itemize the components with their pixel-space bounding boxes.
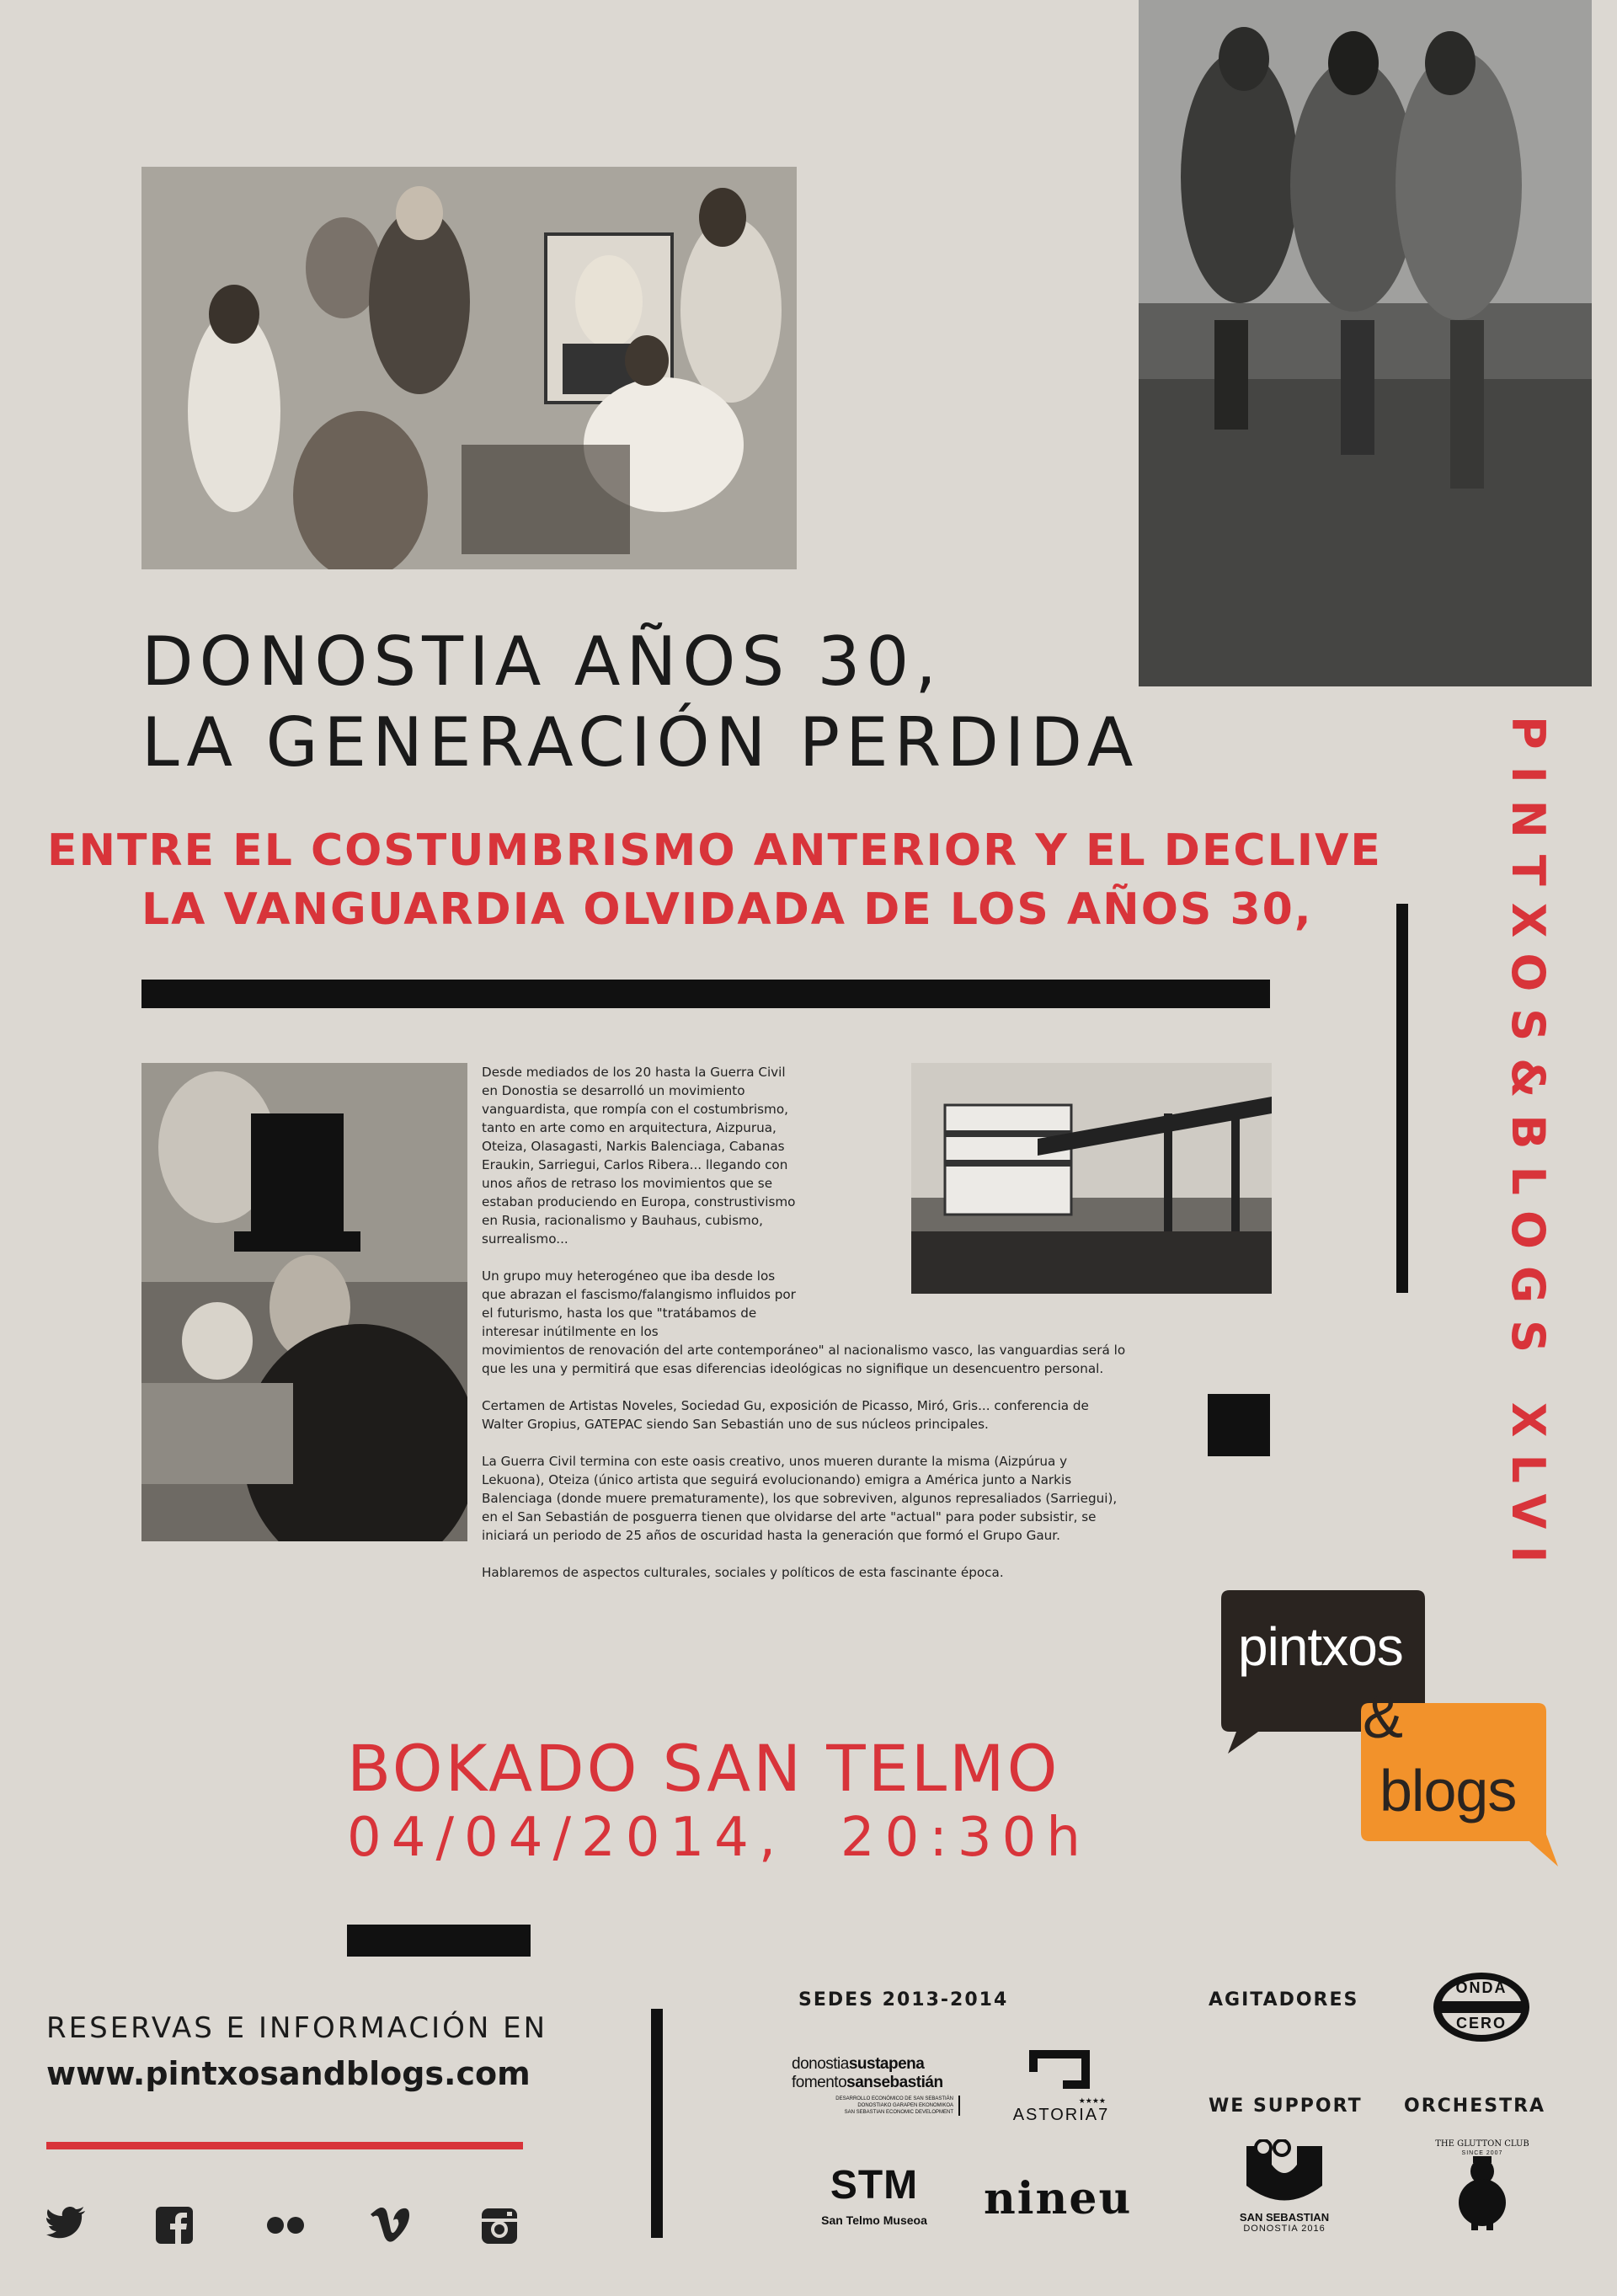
photo-top-hat-skull	[141, 1063, 467, 1541]
twitter-icon[interactable]	[46, 2207, 87, 2249]
vertical-series-title: PINTXOS&BLOGS XLVI	[1502, 716, 1555, 1580]
san-sebastian-2016-logo	[1221, 2139, 1348, 2234]
footer-vertical-divider	[651, 2009, 663, 2238]
event-venue: BOKADO SAN TELMO	[347, 1731, 1060, 1806]
ss2016-line-2: DONOSTIA 2016	[1243, 2224, 1326, 2234]
title-line-1: DONOSTIA AÑOS 30,	[141, 622, 942, 701]
square-block	[1208, 1394, 1270, 1456]
glutton-line-2: SINCE 2007	[1461, 2150, 1503, 2156]
donostia-small-2: DONOSTIAKO GARAPEN EKONOMIKOA	[857, 2103, 953, 2108]
stm-mark: STM	[830, 2163, 919, 2208]
event-datetime: 04/04/2014, 20:30h	[347, 1807, 1091, 1869]
fomento-word-b: sansebastián	[846, 2074, 943, 2091]
subtitle	[47, 821, 1382, 939]
footer-red-line	[46, 2142, 523, 2149]
paragraph-2a: Un grupo muy heterogéneo que iba desde los que abrazan el fascismo/falangismo influidos por el futurismo, hasta los que "tratábamos de interesar inútilmente en los	[482, 1268, 796, 1339]
subtitle-line-2: LA VANGUARDIA OLVIDADA DE LOS AÑOS 30,	[141, 884, 1313, 935]
pintxos-blogs-logo	[1221, 1590, 1558, 1877]
agitadores-label: AGITADORES	[1209, 1989, 1359, 2010]
glutton-club-logo	[1423, 2139, 1541, 2235]
website-link[interactable]: www.pintxosandblogs.com	[46, 2055, 531, 2092]
glutton-line-1: THE GLUTTON CLUB	[1435, 2139, 1529, 2149]
paragraph-2b: movimientos de renovación del arte contemporáneo" al nacionalismo vasco, las vanguardias será lo que les una y permitirá que esas diferencias ideológicas no signifique un desencuentro personal.	[482, 1343, 1126, 1376]
flickr-icon[interactable]	[264, 2207, 307, 2252]
page-title	[141, 622, 1139, 783]
ss2016-line-1: SAN SEBASTIAN	[1239, 2211, 1330, 2224]
paragraph-2-wrapper	[482, 1267, 1130, 1378]
photo-men-jumping	[1139, 0, 1592, 686]
stm-sub: San Telmo Museoa	[821, 2213, 927, 2227]
stm-logo	[807, 2165, 942, 2227]
astoria-stars: ★★★★	[1078, 2096, 1106, 2105]
glutton-figure-icon	[1453, 2156, 1512, 2230]
astoria-name: ASTORIA7	[1012, 2106, 1110, 2124]
facebook-icon[interactable]	[156, 2207, 193, 2252]
instagram-icon[interactable]	[480, 2207, 519, 2254]
nineu-logo: nineu	[984, 2173, 1133, 2224]
donostia-small-1: DESARROLLO ECONÓMICO DE SAN SEBASTIÁN	[835, 2096, 953, 2101]
paragraph-3: Certamen de Artistas Noveles, Sociedad Gu, exposición de Picasso, Miró, Gris... conferencia de Walter Gropius, GATEPAC siendo San Sebastián uno de sus núcleos principales.	[482, 1398, 1089, 1432]
horizontal-divider	[141, 980, 1270, 1008]
astoria7-icon	[1026, 2047, 1097, 2092]
donostia-word-a: donostia	[792, 2055, 849, 2073]
donostia-small-3: SAN SEBASTIAN ECONOMIC DEVELOPMENT	[844, 2110, 953, 2115]
short-bar	[347, 1925, 531, 1957]
paragraph-4: La Guerra Civil termina con este oasis creativo, unos mueren durante la misma (Aizpúrua y Lekuona), Oteiza (único artista que seguirá evolucionando) emigra a América junto a Narkis Balenciaga (donde muere prematuramente), los que sobreviven, algunos represaliados (Sarriegui), en el San Sebastián de posguerra tienen que olvidarse del arte "actual" para poder subsistir, se iniciará un periodo de 25 años de oscuridad hasta la generación que formó el Grupo Gaur.	[482, 1454, 1118, 1543]
vimeo-icon[interactable]	[371, 2207, 411, 2252]
sedes-label: SEDES 2013-2014	[798, 1989, 1009, 2010]
vertical-divider-right	[1396, 904, 1408, 1293]
reservas-label: RESERVAS E INFORMACIÓN EN	[46, 2011, 548, 2045]
onda-cero-logo	[1432, 1971, 1531, 2043]
logo-word-blogs: blogs	[1380, 1758, 1517, 1823]
astoria7-logo	[998, 2047, 1124, 2125]
paragraph-1: Desde mediados de los 20 hasta la Guerra Civil en Donostia se desarrolló un movimiento vanguardista, que rompía con el costumbrismo, tanto en arte como en arquitectura, Aizpurua, Oteiza, Olasagasti, Narkis Balenciaga, Cabanas Eraukin, Sarriegui, Carlos Ribera... llegando con unos años de retraso los movimientos que se estaban produciendo en Europa, construstivismo en Rusia, racionalismo y Bauhaus, cubismo, surrealismo...	[482, 1065, 796, 1247]
orchestra-label: ORCHESTRA	[1404, 2096, 1546, 2117]
donostia-word-b: sustapena	[848, 2055, 925, 2073]
logo-ampersand: &	[1363, 1684, 1404, 1751]
ss2016-icon	[1238, 2139, 1331, 2207]
cero-word: CERO	[1455, 2015, 1507, 2032]
we-support-label: WE SUPPORT	[1209, 2096, 1363, 2117]
photo-artists-studio	[141, 167, 797, 569]
onda-word: ONDA	[1455, 1979, 1508, 1996]
subtitle-line-1: ENTRE EL COSTUMBRISMO ANTERIOR Y EL DECLIVE	[47, 825, 1382, 876]
logo-word-pintxos: pintxos	[1238, 1616, 1403, 1677]
article-body	[482, 1063, 1130, 1600]
title-line-2: LA GENERACIÓN PERDIDA	[141, 703, 1139, 782]
fomento-word-a: fomento	[792, 2074, 847, 2091]
paragraph-5: Hablaremos de aspectos culturales, sociales y políticos de esta fascinante época.	[482, 1565, 1004, 1580]
donostia-sustapena-logo	[792, 2055, 960, 2116]
